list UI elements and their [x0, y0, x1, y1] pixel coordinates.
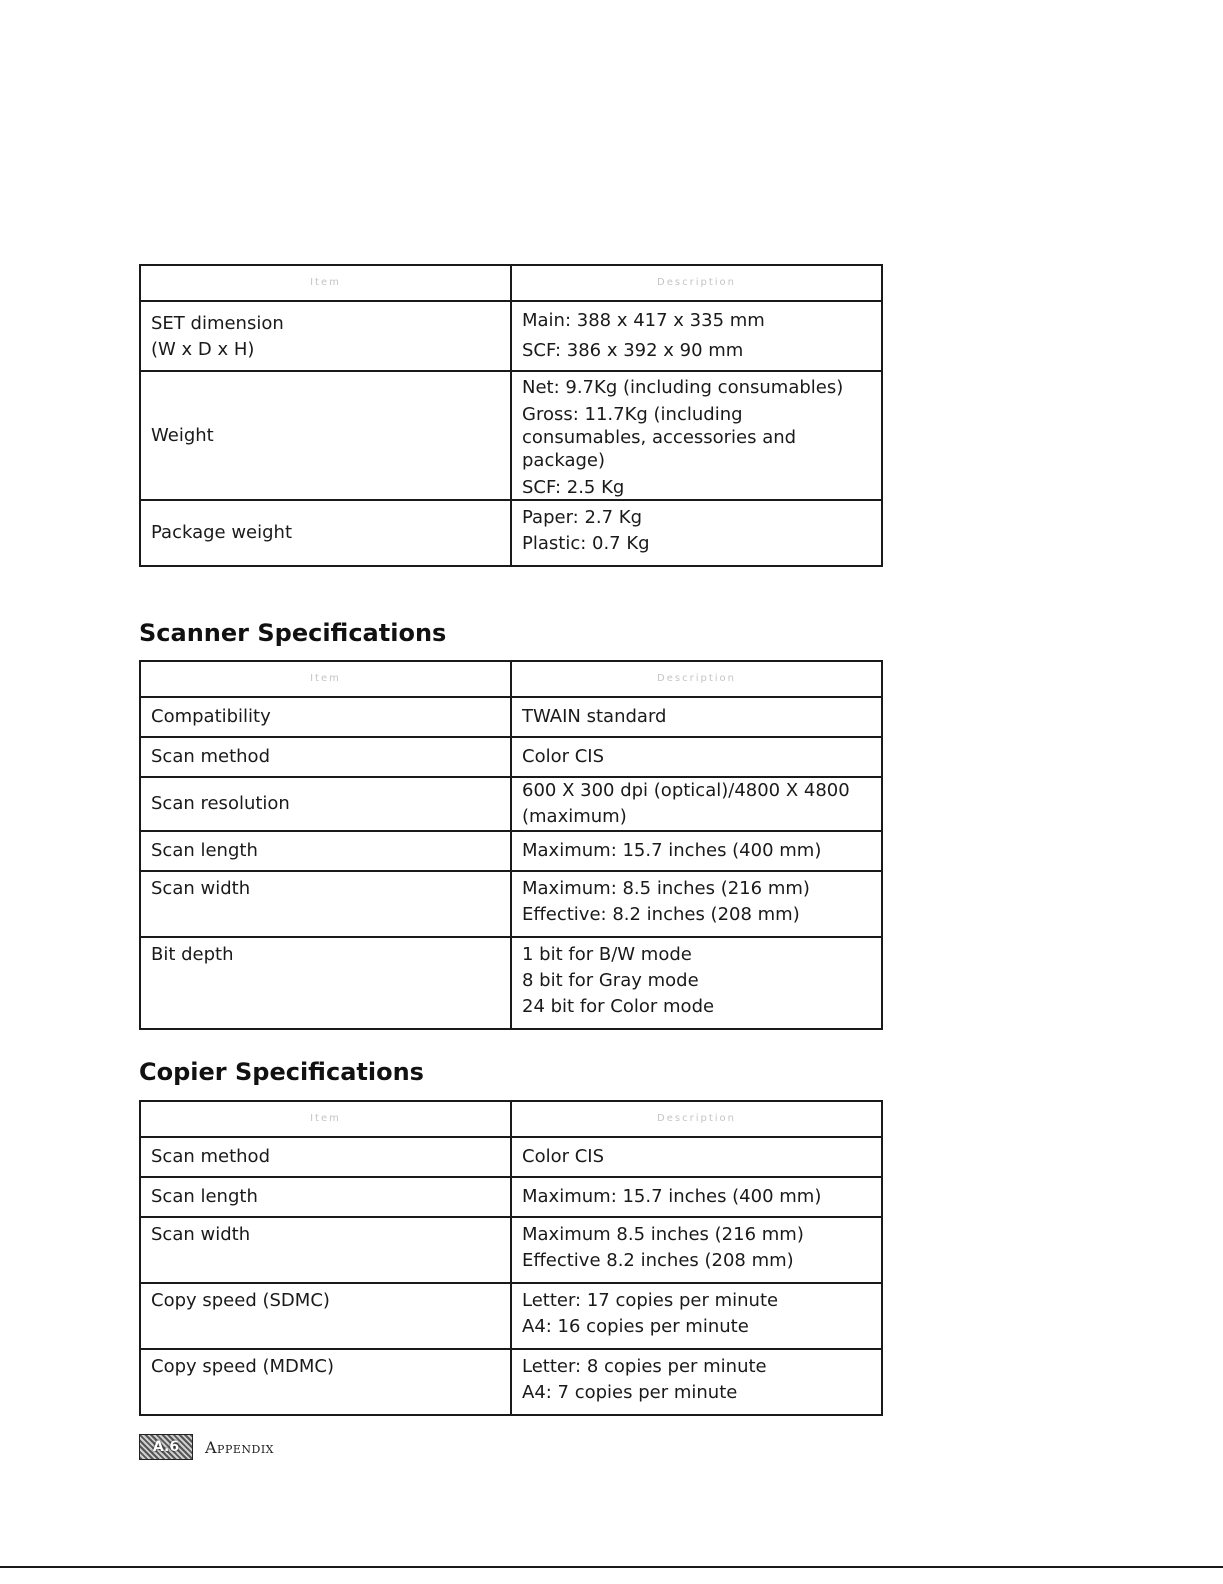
scanner-spec-table — [139, 660, 883, 1030]
row-item — [140, 301, 511, 371]
table-row — [140, 937, 882, 1029]
row-description — [511, 1283, 882, 1349]
table-row — [140, 831, 882, 871]
table-row — [140, 1283, 882, 1349]
item-line: Scan resolution — [151, 793, 290, 814]
table-row — [140, 500, 882, 566]
desc-line: Paper: 2.7 Kg — [522, 507, 643, 528]
footer-section-label: Appendix — [205, 1437, 275, 1457]
row-description — [511, 301, 882, 371]
desc-line: 8 bit for Gray mode — [522, 970, 699, 991]
desc-line: A4: 16 copies per minute — [522, 1316, 749, 1337]
item-line: Scan method — [151, 746, 270, 767]
item-line: Copy speed (MDMC) — [151, 1356, 335, 1377]
table-row — [140, 1137, 882, 1177]
row-description — [511, 371, 882, 500]
desc-line: Gross: 11.7Kg (including consumables, accessories and package) — [522, 404, 797, 471]
row-description — [511, 500, 882, 566]
desc-line: Maximum: 15.7 inches (400 mm) — [522, 1186, 822, 1207]
row-item — [140, 937, 511, 1029]
table-row — [140, 1217, 882, 1283]
row-description — [511, 871, 882, 937]
row-description — [511, 777, 882, 831]
desc-line: SCF: 2.5 Kg — [522, 477, 625, 498]
row-item — [140, 777, 511, 831]
copier-spec-table — [139, 1100, 883, 1416]
page-number-badge: A.6 — [139, 1434, 193, 1460]
item-line: (W x D x H) — [151, 339, 255, 360]
desc-line: Maximum: 8.5 inches (216 mm) — [522, 878, 810, 899]
desc-line: 1 bit for B/W mode — [522, 944, 692, 965]
table-header-row — [140, 265, 882, 301]
desc-line: SCF: 386 x 392 x 90 mm — [522, 340, 744, 361]
row-description — [511, 1177, 882, 1217]
item-line: Scan width — [151, 1224, 251, 1245]
item-line: Weight — [151, 424, 214, 446]
item-line: Bit depth — [151, 944, 234, 965]
table-row — [140, 1177, 882, 1217]
row-description — [511, 737, 882, 777]
desc-line: Color CIS — [522, 1146, 605, 1167]
table-row — [140, 697, 882, 737]
item-line: Package weight — [151, 522, 293, 543]
desc-line: Color CIS — [522, 746, 605, 767]
row-item — [140, 697, 511, 737]
copier-section-title: Copier Specifications — [139, 1058, 424, 1086]
row-item — [140, 1137, 511, 1177]
table-row — [140, 871, 882, 937]
desc-line: Maximum: 15.7 inches (400 mm) — [522, 840, 822, 861]
header-description: Description — [511, 265, 882, 301]
row-description — [511, 831, 882, 871]
row-item — [140, 737, 511, 777]
item-line: Scan method — [151, 1146, 270, 1167]
table-row — [140, 737, 882, 777]
item-line: SET dimension — [151, 313, 284, 334]
item-line: Scan length — [151, 1186, 258, 1207]
header-item: Item — [140, 1101, 511, 1137]
row-description — [511, 697, 882, 737]
row-item — [140, 1349, 511, 1415]
row-item — [140, 500, 511, 566]
row-item — [140, 831, 511, 871]
item-line: Scan length — [151, 840, 258, 861]
scanner-section-title: Scanner Specifications — [139, 619, 447, 647]
desc-line: TWAIN standard — [522, 706, 667, 727]
row-description — [511, 1349, 882, 1415]
row-item — [140, 871, 511, 937]
item-line: Scan width — [151, 878, 251, 899]
desc-line: Letter: 17 copies per minute — [522, 1290, 779, 1311]
desc-line: 600 X 300 dpi (optical)/4800 X 4800 (maximum) — [522, 780, 850, 827]
item-line: Compatibility — [151, 706, 271, 727]
desc-line: Effective: 8.2 inches (208 mm) — [522, 904, 800, 925]
table-header-row — [140, 1101, 882, 1137]
general-spec-table — [139, 264, 883, 567]
table-row — [140, 301, 882, 371]
row-item — [140, 1217, 511, 1283]
table-row — [140, 371, 882, 500]
table-row — [140, 1349, 882, 1415]
desc-line: 24 bit for Color mode — [522, 996, 715, 1017]
desc-line: Maximum 8.5 inches (216 mm) — [522, 1224, 804, 1245]
row-item — [140, 371, 511, 500]
row-item — [140, 1283, 511, 1349]
row-description — [511, 937, 882, 1029]
row-description — [511, 1137, 882, 1177]
item-line: Copy speed (SDMC) — [151, 1290, 330, 1311]
row-item — [140, 1177, 511, 1217]
header-description: Description — [511, 1101, 882, 1137]
table-header-row — [140, 661, 882, 697]
desc-line: Net: 9.7Kg (including consumables) — [522, 377, 844, 398]
row-description — [511, 1217, 882, 1283]
desc-line: Letter: 8 copies per minute — [522, 1356, 767, 1377]
table-row — [140, 777, 882, 831]
desc-line: Effective 8.2 inches (208 mm) — [522, 1250, 794, 1271]
bottom-divider — [0, 1566, 1223, 1568]
desc-line: Plastic: 0.7 Kg — [522, 533, 650, 554]
page-footer — [139, 1434, 274, 1460]
desc-line: Main: 388 x 417 x 335 mm — [522, 310, 765, 331]
header-item: Item — [140, 661, 511, 697]
header-description: Description — [511, 661, 882, 697]
header-item: Item — [140, 265, 511, 301]
desc-line: A4: 7 copies per minute — [522, 1382, 738, 1403]
